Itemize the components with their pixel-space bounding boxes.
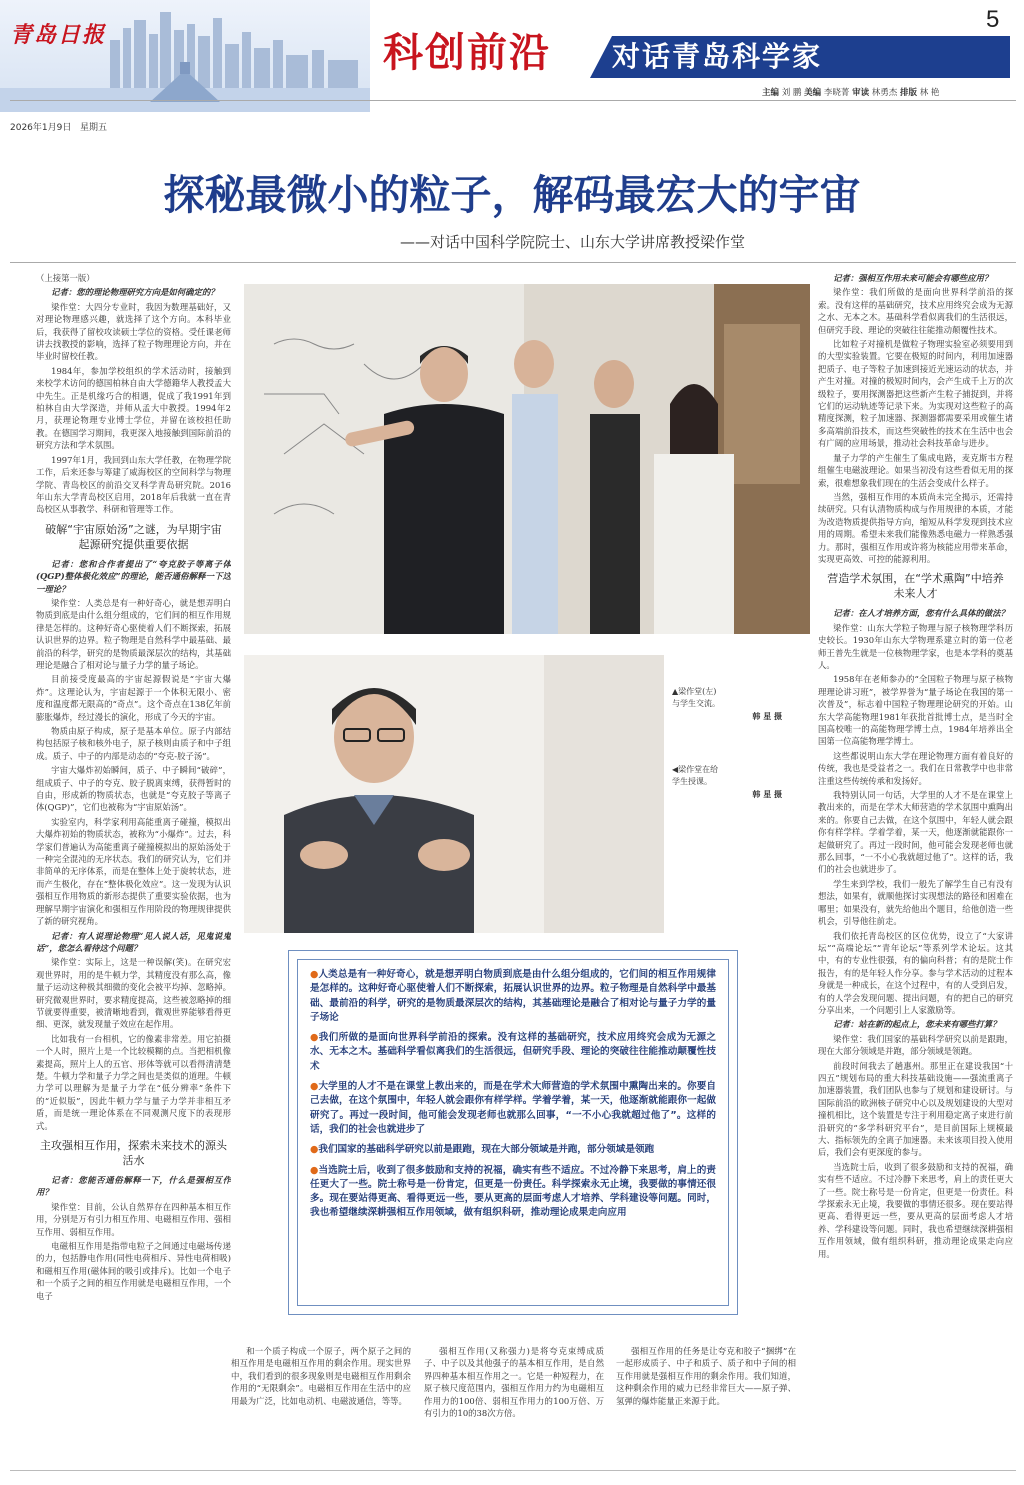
pull-quote-2-text: 我们所做的是面向世界科学前沿的探索。没有这样的基础研究，技术应用终究会成为无源之水、无本之木。基础科学看似离我们的生活很远，但研究手段、理论的突破往往能推动颠覆性技术 [310, 1032, 716, 1072]
banner-title: 科创前沿 [383, 29, 551, 76]
continuation-note: （上接第一版） [36, 273, 95, 283]
c4-para-5: 1958年在老师参办的“全国粒子物理与原子核物理理论讲习班”，被学界誉为“量子场论在我国的第一次普及”，标志着中国粒子物理理论研究的开始。山东大学高能物理1981年获批首批博士点，是当时全国高校唯一的高能物理学博士点，1984年培养出全国第一位高能物理学博士。 [818, 674, 1013, 747]
rule-top [10, 100, 1016, 101]
subheading-1: 破解“宇宙原始汤”之谜，为早期宇宙起源研究提供重要依据 [45, 522, 222, 551]
para-5: 物质由原子构成，原子是基本单位。原子内部结构包括原子核和核外电子，原子核则由质子和中子组成。质子、中子的内部是动态的“夸克-胶子汤”。 [36, 726, 231, 761]
article-column-1 [36, 272, 231, 1452]
bottom-para-2: 强相互作用(又称强力)是将夸克束缚成质子、中子以及其他强子的基本相互作用，是自然界四种基本相互作用之一。它是一种短程力，在原子核尺度范围内，强相互作用力约为电磁相互作用力的100倍、弱相互作用力的100万倍、万有引力的10的38次方倍。 [424, 1346, 604, 1419]
question-3: 记者：有人说理论物理“见人说人话，见鬼说鬼话”，您怎么看待这个问题？ [36, 930, 231, 953]
masthead-logo: 青岛日报 [10, 22, 107, 48]
photo-1-caption [672, 686, 782, 722]
pull-quote-inner [297, 959, 729, 1306]
bottom-column-1 [231, 1345, 411, 1455]
c4-para-4: 当然，强相互作用的本质尚未完全揭示，还需持续研究。只有认清物质构成与作用规律的本质，才能为改造物质提供指导方向，缩短从科学发现到技术应用的周期。希望未来我们能像熟悉电磁力一样熟悉强力。那时，强相互作用或许将为核能应用带来革命，实现更高效、可控的能源利用。 [818, 491, 1013, 564]
headline-subtitle: ——对话中国科学院院士、山东大学讲席教授梁作堂 [400, 233, 746, 251]
dateline [10, 120, 107, 133]
pull-quote-5 [310, 1164, 716, 1221]
photo-1-caption-line1: ▲梁作堂(左) [672, 687, 717, 696]
credit-layout: 林 艳 [919, 88, 940, 98]
date: 2026年1月9日 [10, 123, 72, 133]
c4-para-6: 这些都说明山东大学在理论物理方面有着良好的传统，我也是受益者之一。我们在日常教学中也非常注重这些传统传承和发扬好。 [818, 750, 1013, 786]
pull-quote-box [288, 950, 738, 1315]
c4-para-8: 学生来到学校，我们一般先了解学生自己有没有想法，如果有，就顺他探讨实现想法的路径和困难在哪里；如果没有，就先给他出个题目，给他创造一些机会，引导他往前走。 [818, 878, 1013, 927]
photo-2-credit: 韩 星 摄 [752, 789, 782, 799]
c4-question-2: 记者：在人才培养方面，您有什么具体的做法？ [833, 608, 1009, 619]
answer-4: 梁作堂：目前，公认自然界存在四种基本相互作用，分别是万有引力相互作用、电磁相互作用、强相互作用、弱相互作用。 [36, 1201, 231, 1237]
credit-design: 李晓菁 [823, 88, 850, 98]
article-column-4 [818, 272, 1013, 1452]
c4-answer-1: 梁作堂：我们所做的是面向世界科学前沿的探索。没有这样的基础研究，技术应用终究会成为无源之水、无本之木。基础科学看似离我们的生活很远，但研究手段、理论的突破往往能推动颠覆性技术。 [818, 287, 1013, 335]
c4-question-1: 记者：强相互作用未来可能会有哪些应用？ [833, 273, 993, 283]
c4-para-3: 量子力学的产生催生了集成电路，麦克斯韦方程组催生电磁波理论。如果当初没有这些看似无用的探索，很难想象我们现在的生活会变成什么样子。 [818, 452, 1013, 488]
photo-2 [244, 655, 664, 933]
question-2: 记者：您和合作者提出了“夸克胶子等离子体(QGP)整体极化效应”的理论，能否通俗解释一下这一理论？ [36, 558, 231, 594]
answer-1: 梁作堂：大四分专业时，我因为数理基础好，又对理论物理感兴趣，就选择了这个方向。本科毕业后，我获得了留校攻读硕士学位的资格。受任课老师讲去找教授的影响，选择了粒子物理理论方向，并在毕业时留校任教。 [36, 301, 231, 362]
credit-design-label: 美编 [804, 88, 822, 98]
subheading-2: 主攻强相互作用，探索未来技术的源头活水 [40, 1139, 227, 1167]
photo-2-caption-line1: ◀梁作堂在给 [672, 765, 719, 774]
bottom-column-3 [616, 1345, 796, 1455]
masthead-skyline [0, 0, 370, 112]
question-4: 记者：您能否通俗解释一下，什么是强相互作用？ [36, 1175, 231, 1198]
c4-para-9: 我们依托青岛校区的区位优势，设立了“大家讲坛”“高端论坛”“青年论坛”等系列学术论坛。这其中，有的专业性很强，有的偏向科普；有的是院士作报告，有的是年轻人作分享。参与学术活动的过程本身就是一种成长，在这个过程中，有的人受到启发，有的人学会发现问题、提出问题，有的把自己的研究分享出来，一个问题引上人家激励等。 [818, 930, 1013, 1015]
question-1: 记者：您的理论物理研究方向是如何确定的？ [51, 287, 219, 298]
para-9: 电磁相互作用是指带电粒子之间通过电磁场传递的力，包括静电作用(同性电荷相斥、异性电荷相吸)和磁相互作用(磁体间的吸引或排斥)。比如一个电子和一个质子之间的相互作用就是电磁相互作用，一个电子 [36, 1241, 231, 1301]
c4-para-11: 当选院士后，收到了很多鼓励和支持的祝福，确实有些不适应。不过冷静下来思考，肩上的责任更大了一些。院士称号是一份肯定，但更是一份责任。科学探索永无止境，我要做的事情还很多。现在要站得更高、看得更远一些，要从更高的层面考虑人才培养、学科建设等问题。同时，我也希望继续深耕强相互作用领域，做有组织科研，推动理论成果走向应用。 [818, 1161, 1013, 1259]
para-8: 比如我有一台相机，它的像素非常差。用它拍摄一个人时，照片上是一个比较模糊的点。当把相机像素提高，照片上人的五官、形体等就可以看得清清楚楚。牛顿力学和量子力学之间也是类似的道理。牛顿力学可以理解为是量子力学在“低分辨率”条件下的“近似版”，因此牛顿力学与量子力学并非相互矛盾，而是统一理论体系在不同观测尺度下的表现形式。 [36, 1033, 231, 1131]
bottom-para-1: 和一个质子构成一个原子，两个原子之间的相互作用是电磁相互作用的剩余作用。现实世界中，我们看到的很多现象则是电磁相互作用剩余作用的“无限剩余”。电磁相互作用在生活中的应用最为广泛，比如电动机、电磁波通信，等等。 [231, 1346, 411, 1406]
bullet-dot-icon: ● [310, 1032, 319, 1044]
credits-line [762, 86, 939, 98]
photo-1-caption-line2: 与学生交流。 [672, 699, 720, 708]
rule-bottom [10, 1470, 1016, 1471]
headline-title: 探秘最微小的粒子，解码最宏大的宇宙 [163, 171, 861, 219]
answer-3: 梁作堂：实际上，这是一种误解(笑)。在研究宏观世界时，用的是牛顿力学，其精度没有那么高，像量子运动这种极其细微的变化会被平均掉、忽略掉。研究微观世界时，要求精度提高，这些被忽略掉的细节就要得重要，被清晰地看到，微观世界能够看得更细、更深，就发现量子效应在起作用。 [36, 957, 231, 1030]
answer-2: 梁作堂：人类总是有一种好奇心，就是想弄明白物质到底是由什么组分组成的，它们间的相互作用规律是怎样的。这种好奇心驱使着人们不断探索，拓展认识世界的边界。粒子物理是自然科学中最基础、最前沿的科学，研究的是物质最深层次的结构，其基础理论是融合了相对论与量子力学的量子场论。 [36, 597, 231, 670]
photo-2-caption [672, 764, 782, 800]
bottom-column-2 [424, 1345, 604, 1455]
group-discussion-photo [244, 284, 810, 634]
c4-para-7: 我特别认同一句话，大学里的人才不是在课堂上教出来的，而是在学术大师营造的学术氛围中熏陶出来的。你要自己去做，在这个氛围中，年轻人就会跟你有样学样。学着学着，某一天，他逐渐就能跟你一起做研究了。再过一段时间，他可能会发现老师也就那么回事，“一不小心我就超过他了”。这样的话，我们的社会也就进步了。 [818, 790, 1013, 875]
weekday: 星期五 [79, 123, 107, 133]
para-4: 目前接受度最高的宇宙起源假说是“宇宙大爆炸”。这理论认为，宇宙起源于一个体积无限小、密度和温度都无限高的“奇点”。这个奇点在138亿年前膨胀爆炸，经过漫长的演化，形成了今天的宇宙。 [36, 674, 231, 722]
lecturing-photo [244, 655, 664, 933]
credit-layout-label: 排版 [900, 88, 918, 98]
pull-quote-3-text: 大学里的人才不是在课堂上教出来的，而是在学术大师营造的学术氛围中熏陶出来的。你要自己去做，在这个氛围中，年轻人就会跟你有样学样。学着学着，某一天，他逐渐就能跟你一起做研究了。再过一段时间，他可能会发现老师也就那么回事，“一不小心我就超过他了”。这样的话，我们的社会也就进步了 [310, 1081, 717, 1135]
bullet-dot-icon: ● [310, 1081, 319, 1093]
para-7: 实验室内，科学家利用高能重离子碰撞，模拟出大爆炸初始的物质状态，被称为“小爆炸”。过去，科学家们普遍认为高能重离子碰撞模拟出的原始汤处于一种完全混沌的无序状态。我们的研究认为，它们并非简单的无序体系，而是在整体上处于旋转状态，进而产生极化，存在“整体极化效应”。这一发现为认识强相互作用物质的新形态提供了重要实验依据，也为理解早期宇宙演化和强相互作用阶段的物理规律提供了新的研究视角。 [36, 816, 231, 927]
photo-1 [244, 284, 810, 634]
bullet-dot-icon: ● [310, 969, 319, 980]
para-6: 宇宙大爆炸初始瞬间，质子、中子瞬间“破碎”，组成质子、中子的夸克、胶子脱离束缚，获得暂时的自由，形成新的物质状态，也就是“夸克胶子等离子体(QGP)”，它们也被称为“宇宙原始汤”。 [36, 765, 231, 813]
bullet-dot-icon: ● [310, 1164, 319, 1176]
photo-2-caption-line2: 学生授课。 [672, 777, 712, 786]
bullet-dot-icon: ● [310, 1144, 319, 1156]
bottom-para-3: 强相互作用的任务是让夸克和胶子“捆绑”在一起形成质子、中子和质子、质子和中子间的相互作用就是强相互作用的剩余作用。我们知道，这种剩余作用的威力已经非常巨大——原子弹、氢弹的爆炸能量正来源于此。 [616, 1346, 796, 1406]
pull-quote-4 [310, 1143, 716, 1157]
pull-quote-1-text: 人类总是有一种好奇心，就是想弄明白物质到底是由什么组分组成的，它们间的相互作用规律是怎样的。这种好奇心驱使着人们不断探索，拓展认识世界的边界。粒子物理是自然科学中最基础、最前沿的科学，研究的是物质最深层次的结构，其基础理论是融合了相对论与量子力学的量子场论 [310, 969, 717, 1023]
photo-1-credit: 韩 星 摄 [752, 711, 782, 721]
pull-quote-1 [310, 968, 716, 1025]
c4-question-3: 记者：站在新的起点上，您未来有哪些打算？ [833, 1019, 1001, 1030]
c4-subheading-1: 营造学术氛围，在“学术熏陶”中培养未来人才 [827, 572, 1004, 601]
page-number: 5 [986, 6, 1000, 33]
c4-para-10: 前段时间我去了趟惠州。那里正在建设我国“十四五”规划布局的重大科技基础设施——强流重离子加速器装置，我们团队也参与了规划和建设研讨。与国际前沿的欧洲核子研究中心以及规划建设的大型对撞机相比，这个装置是专注于利用稳定离子束进行前沿研究的“多学科研究平台”，是目前国际上规模最大、指标领先的全离子加速器。未来该项目投入使用后，我们会有更深度的参与。 [818, 1060, 1013, 1158]
pull-quote-4-text: 我们国家的基础科学研究以前是跟跑，现在大部分领域是并跑，部分领域是领跑 [318, 1144, 655, 1156]
c4-answer-2: 梁作堂：山东大学粒子物理与原子核物理学科历史较长。1930年山东大学物理系建立时的第一位老师王普先生就是一位核物理学家，也是本学科的奠基人。 [818, 622, 1013, 670]
pull-quote-3 [310, 1080, 716, 1137]
credit-editor: 刘 鹏 [781, 88, 802, 98]
credit-review: 林勇杰 [871, 88, 898, 98]
para-3: 1997年1月，我回到山东大学任教，在物理学院工作，后来还参与筹建了威海校区的空间科学与物理学院、青岛校区的前沿交叉科学青岛研究院。2016年山东大学青岛校区启用，2018年后我就一直在青岛校区从事教学、科研和管理等工作。 [36, 454, 231, 515]
pull-quote-2 [310, 1031, 716, 1074]
credit-editor-label: 主编 [762, 88, 780, 98]
rule-headline [10, 262, 1016, 263]
credit-review-label: 审读 [852, 88, 870, 98]
c4-para-2: 比如粒子对撞机是做粒子物理实验室必须要用到的大型实验装置。它要在极短的时间内，利用加速器把质子、电子等粒子加速到接近光速运动的状态，并产生对撞。对撞的极短时间内，会产生成千上万的次级粒子，要用探测器把这些新产生粒子捕捉到，并将它们的运动轨迹等记录下来。为实现对这些粒子的高精度探测，粒子加速器、探测器都需要采用或催生诸多高端前沿技术，而这些突破性的技术在生活中也会有广阔的应用场景，推动社会科技革命与进步。 [818, 339, 1013, 449]
pull-quote-5-text: 当选院士后，收到了很多鼓励和支持的祝福，确实有些不适应。不过冷静下来思考，肩上的责任更大了一些。院士称号是一份肯定，但更是一份责任。科学探索永无止境，我要做的事情还很多。现在要站得更高、看得更远一些，要从更高的层面考虑人才培养、学科建设等问题。同时，我也希望继续深耕强相互作用领域，做有组织科研，推动理论成果走向应用 [310, 1164, 717, 1219]
para-2: 1984年，参加学校组织的学术活动时，接触到来校学术访问的德国柏林自由大学德籍华人教授孟大中先生。正是机缘巧合的相遇，促成了我1991年到柏林自由大学深造，并师从孟大中教授。1994年2月，获理论物理专业博士学位，并留在该校担任助教。在德国学习期间，我更深入地接触到国际前沿的研究方法和学术氛围。 [36, 365, 231, 451]
skyline-illustration [0, 0, 370, 112]
c4-answer-3: 梁作堂：我们国家的基础科学研究以前是跟跑，现在大部分领域是并跑，部分领域是领跑。 [818, 1033, 1013, 1057]
banner-subtitle: 对话青岛科学家 [612, 40, 823, 73]
